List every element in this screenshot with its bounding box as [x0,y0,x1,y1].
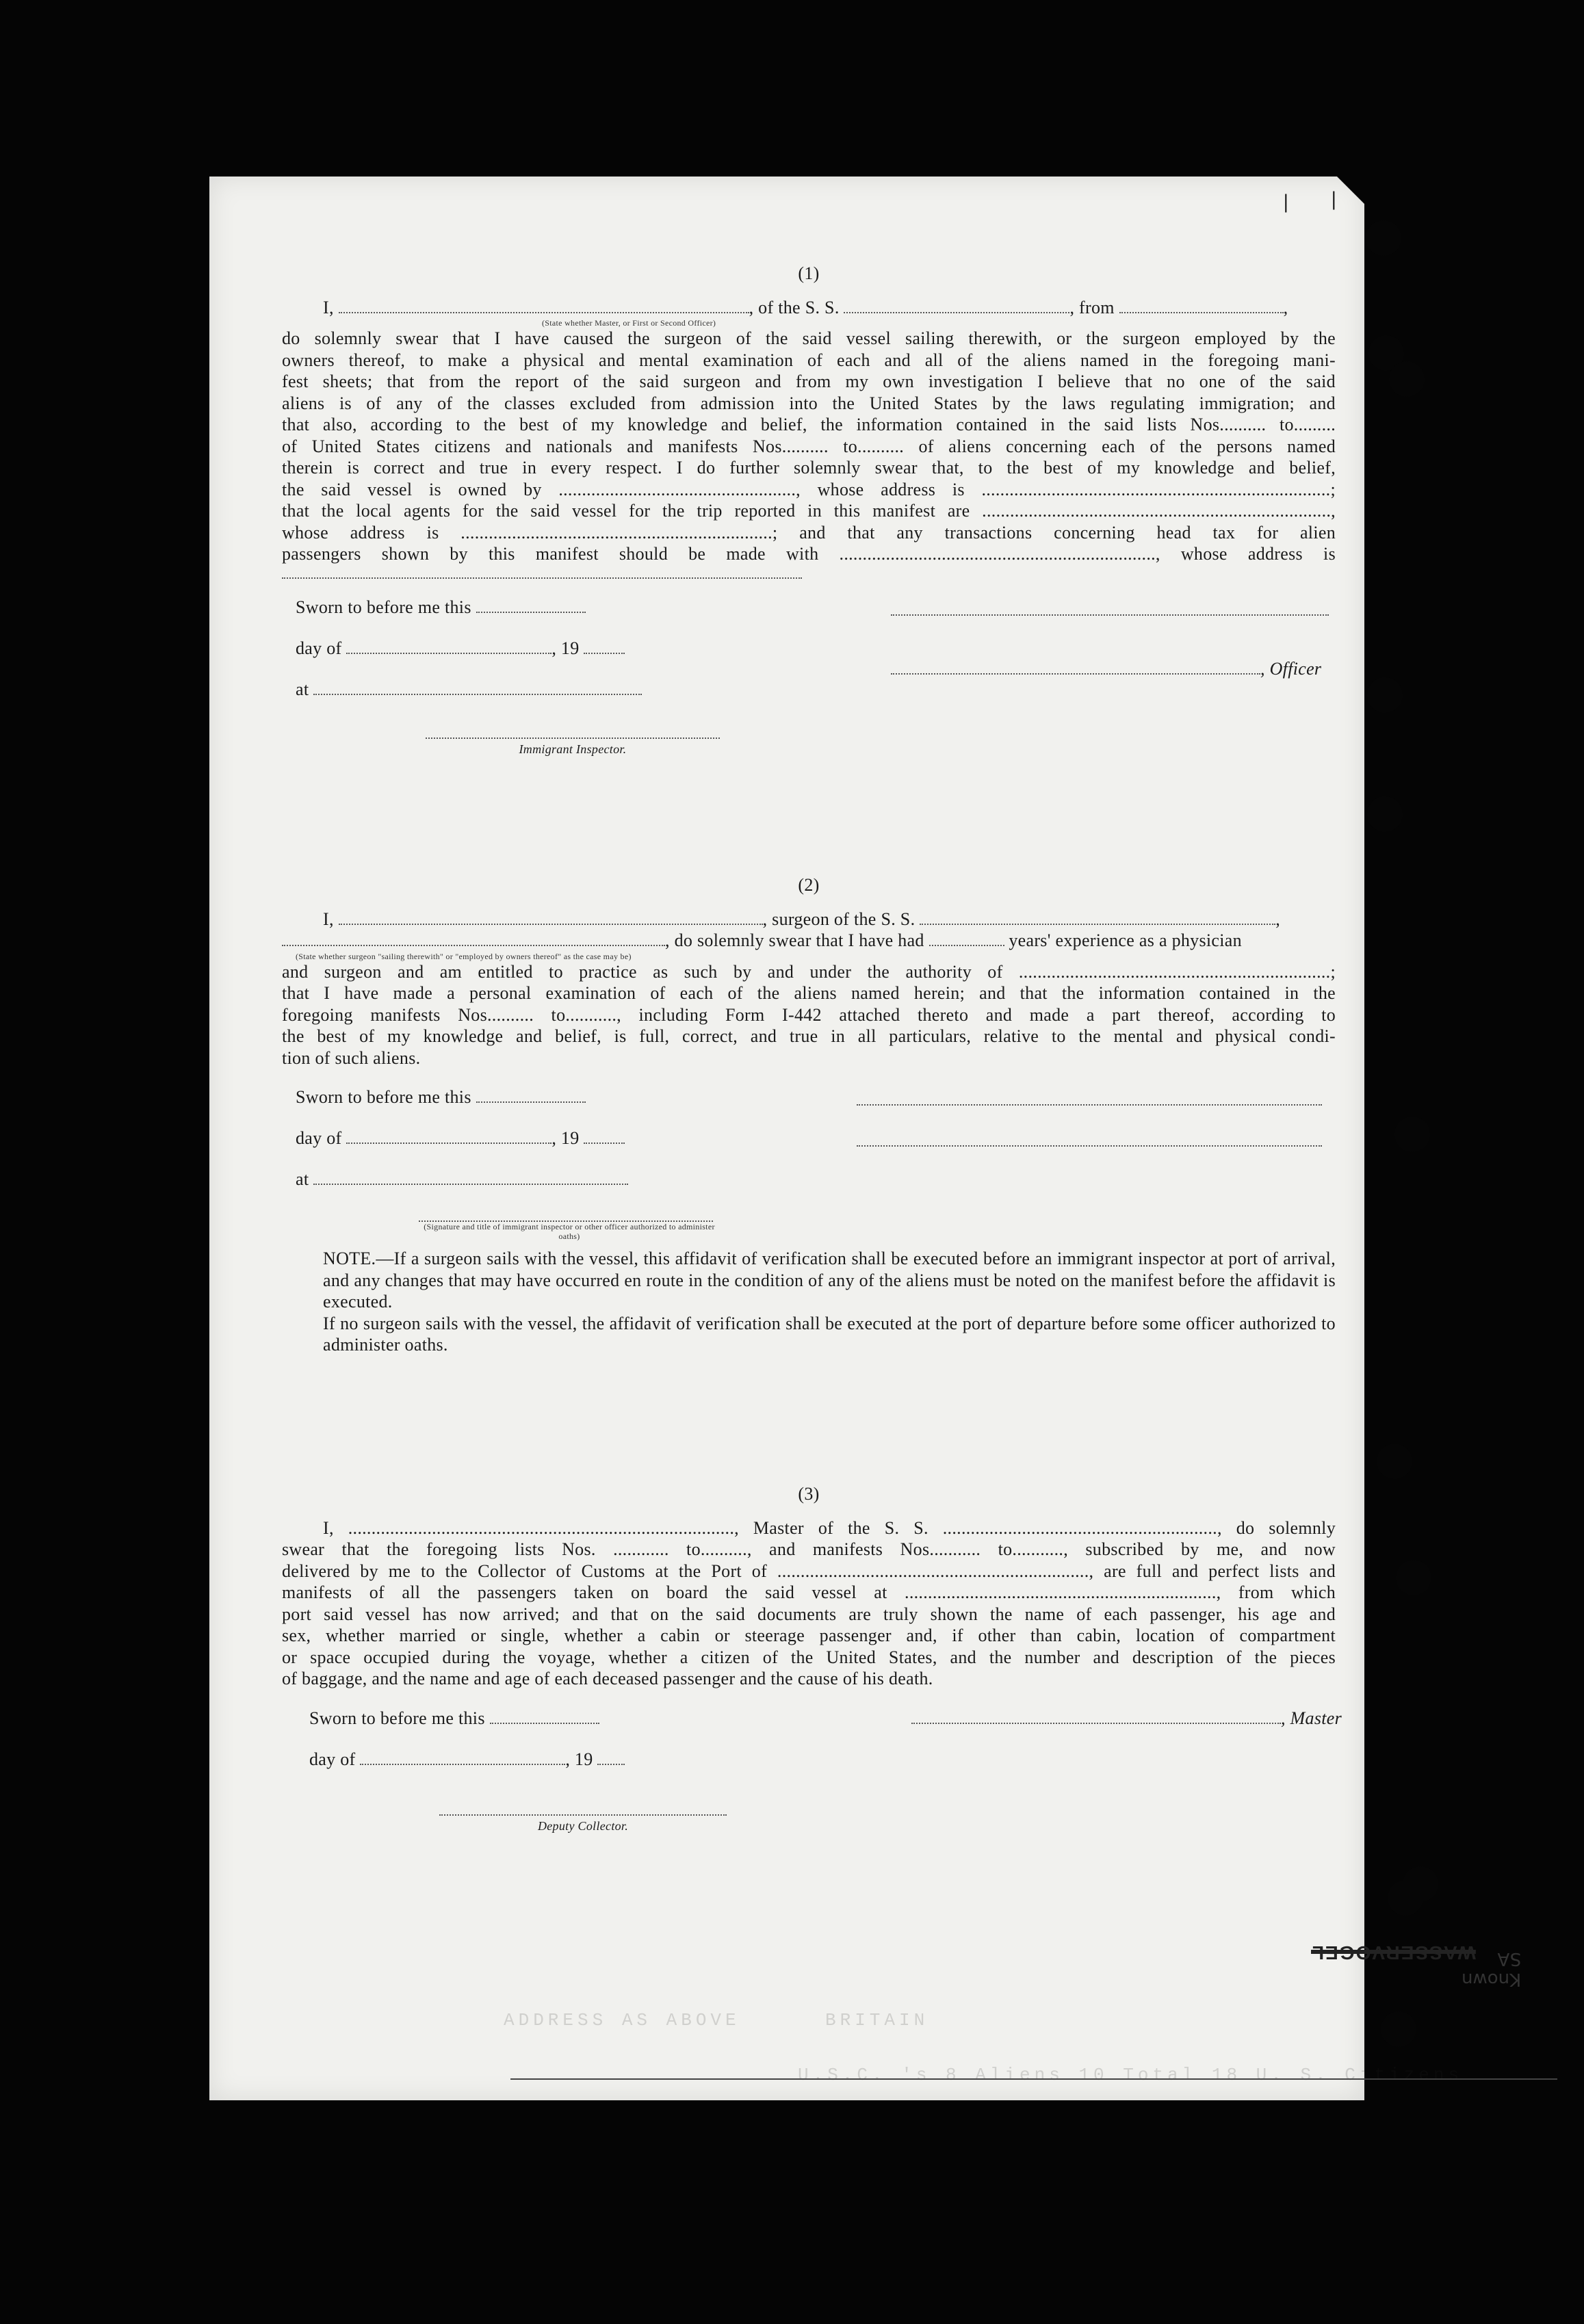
binding-hole [1396,1560,1431,1595]
year-field[interactable] [597,1750,625,1765]
affidavit-text-line: the said vessel is owned by ..................................................., whose address is ...........................................................................; [282,479,1336,499]
surgeon-type-field[interactable] [282,931,665,946]
divider-rule [510,2078,1557,2080]
surgeon-line: I, , surgeon of the S. S. , [323,909,1280,929]
affidavit-text-line: do solemnly swear that I have caused the surgeon of the said vessel sailing therewith, or the surgeon employed by the [282,328,1336,348]
bleed-through-line: BRITAIN [825,2010,929,2031]
note-block [282,1248,1336,1356]
sworn-label: Sworn to before me this [296,1087,471,1107]
manifest-verification-sheet [209,177,1522,2100]
section-number: (2) [798,875,820,895]
affidavit-text-line: therein is correct and true in every respect. I do further solemnly swear that, to the best of my knowledge and belief, [282,458,1336,478]
jurat-block: Sworn to before me this , Master day of , 19 Deputy Collector. [282,1708,1336,1844]
bleed-through-line: ADDRESS AS ABOVE [504,2010,740,2031]
affidavit-text-line: that I have made a personal examination of each of the aliens named herein; and that the information contained in the [282,983,1336,1003]
from-port-field[interactable] [1119,298,1284,313]
note-paragraph: NOTE.—If a surgeon sails with the vessel, this affidavit of verification shall be executed before an immigrant inspector at port of arrival, and any changes that may have occurred en route in the condition of any of the aliens must be noted on the manifest before the affidavit is executed. [323,1249,1336,1311]
affidavit-text-line: manifests of all the passengers taken on board the said vessel at ..................................................................., from which [282,1582,1336,1602]
affidavit-text-line: delivered by me to the Collector of Customs at the Port of ..................................................................., are full and perfect lists and [282,1561,1336,1581]
affidavit-text-line: whose address is ...................................................................; and that any transactions concerning head tax for alien [282,522,1336,543]
section-number: (3) [798,1484,820,1504]
affidavit-text-line: of baggage, and the name and age of each deceased passenger and the cause of his death. [282,1669,933,1688]
month-field[interactable] [346,1129,551,1144]
vessel-name-field[interactable] [844,298,1069,313]
officer-label: , Officer [1260,658,1322,679]
tick-mark: | [1284,190,1288,213]
affidavit-master [282,263,1336,768]
bleed-through-line: U.S.C. 's 8 Aliens 10 Total 18 U. S. Citizens [798,2065,1464,2085]
sworn-day-field[interactable] [476,1088,586,1103]
sworn-label: Sworn to before me this [309,1708,485,1728]
master-label: , Master [1281,1708,1342,1728]
affidavit-text-line: that the local agents for the said vessel for the trip reported in this manifest are ..........................................................................., [282,501,1336,521]
collector-caption: Deputy Collector. [537,1818,629,1833]
surgeon-title-line[interactable] [857,1127,1322,1147]
surgeon-signature-line[interactable] [857,1086,1322,1106]
inspector-signature-line[interactable] [426,720,720,739]
affidavit-text-line: or space occupied during the voyage, whether a citizen of the United States, and the number and description of the pieces [282,1647,1336,1667]
field-caption: (State whether Master, or First or Second Officer) [542,318,716,328]
day-of-label: day of [296,1128,342,1148]
affidavit-text-line: aliens is of any of the classes excluded from admission into the United States by the laws regulating immigration; and [282,393,1336,413]
affidavit-text-line: owners thereof, to make a physical and mental examination of each and all of the aliens named in the foregoing mani- [282,350,1336,370]
affidavit-text-line: foregoing manifests Nos.......... to..........., including Form I-442 attached thereto and made a part thereof, according to [282,1004,1336,1025]
place-field[interactable] [313,680,642,695]
sworn-day-field[interactable] [490,1709,599,1724]
day-of-label: day of [309,1749,356,1769]
at-label: at [296,679,309,699]
year-field[interactable] [584,639,625,654]
note-paragraph: If no surgeon sails with the vessel, the affidavit of verification shall be executed at the port of departure before some officer authorized to administer oaths. [323,1313,1336,1355]
affidavit-text-line: passengers shown by this manifest should be made with ...................................................................., whose address is [282,544,1336,564]
binding-hole [1367,796,1403,832]
binding-hole [1403,1866,1438,1902]
affidavit-text-line: and surgeon and am entitled to practice as such by and under the authority of ...................................................................; [282,961,1336,982]
binding-hole [1381,2011,1416,2047]
official-signature-line[interactable] [419,1203,713,1222]
section-number: (1) [798,263,820,283]
affidavit-text-line: I, ..................................................................................., Master of the S. S. ..........................................................., do solemnly [323,1517,1336,1538]
tick-mark: | [1332,187,1336,210]
name-stamp: WASSERVOGEL [1311,1942,1476,1963]
binding-hole [1366,220,1401,256]
officer-signature-field[interactable] [891,660,1260,675]
affidavit-text-line: that also, according to the best of my knowledge and belief, the information contained in the said lists Nos.......... to......... [282,415,1336,434]
surgeon-line-2: , do solemnly swear that I have had years' experience as a physician [282,930,1336,952]
binding-hole [1377,1444,1412,1479]
handwritten-note: Known SA [1462,1948,1522,1989]
affidavit-surgeon [282,874,1336,1356]
year-field[interactable] [584,1129,625,1144]
day-of-label: day of [296,638,342,658]
master-line: I, , of the S. S. , from , [323,297,1288,317]
signature-caption: (Signature and title of immigrant inspector or other officer authorized to administer oaths) [424,1222,715,1241]
officer-rank-field[interactable] [339,298,749,313]
signature-line[interactable] [891,597,1329,616]
binding-hole [1367,677,1403,713]
affidavit-text-line: sex, whether married or single, whether a cabin or steerage passenger and, if other than cabin, location of compartment [282,1626,1336,1645]
sworn-label: Sworn to before me this [296,597,471,617]
affidavit-text-line: fest sheets; that from the report of the said surgeon and from my own investigation I believe that no one of the said [282,371,1336,391]
affidavit-text-line: port said vessel has now arrived; and that on the said documents are truly shown the name of each passenger, his age and [282,1604,1336,1624]
surgeon-vessel-field[interactable] [920,910,1275,925]
field-caption: (State whether surgeon "sailing therewith" or "employed by owners thereof" as the case may be) [296,951,632,961]
affidavit-collector [282,1483,1342,1844]
affidavit-text-line: tion of such aliens. [282,1047,421,1068]
master-signature-field[interactable] [911,1709,1281,1724]
surgeon-name-field[interactable] [339,910,763,925]
affidavit-text-line: the best of my knowledge and belief, is full, correct, and true in all particulars, relative to the mental and physical condi- [282,1026,1336,1046]
sworn-day-field[interactable] [476,598,586,613]
affidavit-text-line: of United States citizens and nationals and manifests Nos.......... to.......... of aliens concerning each of the persons named [282,436,1336,456]
inspector-caption: Immigrant Inspector. [519,742,627,756]
binding-hole [1389,361,1425,397]
jurat-block: Sworn to before me this day of , 19 at (Signature and title of immigrant inspector or other officer authorized to administer oaths) [282,1086,1336,1244]
month-field[interactable] [360,1750,565,1765]
month-field[interactable] [346,639,551,654]
jurat-block: Sworn to before me this day of , 19 , Officer at Immigrant Inspector. [282,597,1336,768]
collector-signature-line[interactable] [439,1797,727,1816]
place-field[interactable] [313,1170,628,1185]
affidavit-text-line: swear that the foregoing lists Nos. ............ to.........., and manifests Nos........... to..........., subscribed by me, and now [282,1539,1336,1559]
years-field[interactable] [929,931,1004,946]
binding-hole [1394,1117,1430,1152]
at-label: at [296,1169,309,1189]
blank-line[interactable] [282,565,802,579]
